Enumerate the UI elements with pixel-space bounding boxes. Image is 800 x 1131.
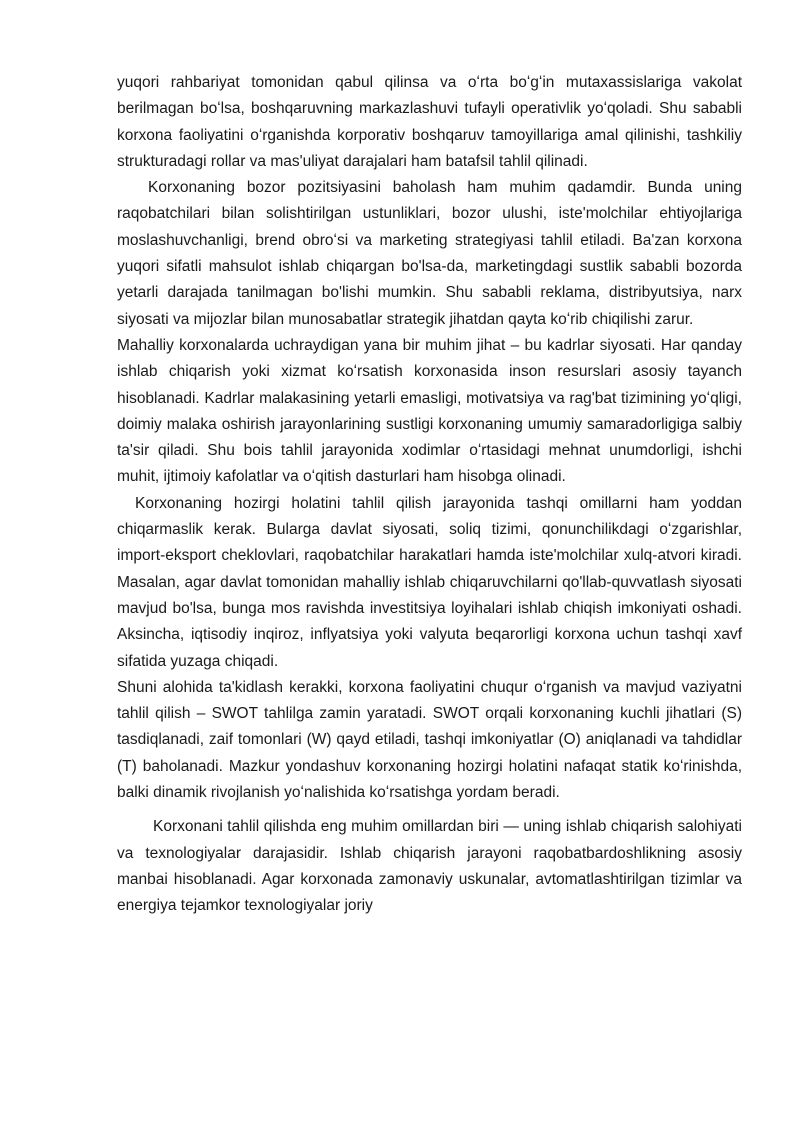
paragraph-2: Korxonaning bozor pozitsiyasini baholash ham muhim qadamdir. Bunda uning raqobatchilari bilan solishtirilgan ustunliklari, bozor ulushi, iste'molchilar ehtiyojlariga moslashuvchanligi, brend obroʻsi va marketing strategiyasi tahlil etiladi. Ba'zan korxona yuqori sifatli mahsulot ishlab chiqargan bo'lsa-da, marketingdagi sustlik sababli bozorda yetarli darajada tanilmagan bo'lishi mumkin. Shu sababli reklama, distribyutsiya, narx siyosati va mijozlar bilan munosabatlar strategik jihatdan qayta koʻrib chiqilishi zarur.: [117, 179, 742, 328]
paragraph-6: Korxonani tahlil qilishda eng muhim omillardan biri — uning ishlab chiqarish salohiyati va texnologiyalar darajasidir. Ishlab chiqarish jarayoni raqobatbardoshlikning asosiy manbai hisoblanadi. Agar korxonada zamonaviy uskunalar, avtomatlashtirilgan tizimlar va energiya tejamkor texnologiyalar joriy: [117, 818, 742, 915]
paragraph-4: Korxonaning hozirgi holatini tahlil qilish jarayonida tashqi omillarni ham yoddan chiqarmaslik kerak. Bularga davlat siyosati, soliq tizimi, qonunchilikdagi oʻzgarishlar, import-eksport cheklovlari, raqobatchilar harakatlari hamda iste'molchilar xulq-atvori kiradi. Masalan, agar davlat tomonidan mahalliy ishlab chiqaruvchilarni qo'llab-quvvatlash siyosati mavjud bo'lsa, bunga mos ravishda investitsiya loyihalari ishlab chiqish imkoniyati oshadi. Aksincha, iqtisodiy inqiroz, inflyatsiya yoki valyuta beqarorligi korxona uchun tashqi xavf sifatida yuzaga chiqadi.: [117, 494, 742, 670]
paragraph-1: yuqori rahbariyat tomonidan qabul qilinsa va oʻrta boʻgʻin mutaxassislariga vakolat berilmagan boʻlsa, boshqaruvning markazlashuvi tufayli operativlik yoʻqoladi. Shu sababli korxona faoliyatini oʻrganishda korporativ boshqaruv tamoyillariga amal qilinishi, tashkiliy strukturadagi rollar va mas'uliyat darajalari ham batafsil tahlil qilinadi.: [117, 74, 742, 170]
document-page: [117, 70, 742, 920]
paragraph-5: Shuni alohida ta'kidlash kerakki, korxona faoliyatini chuqur oʻrganish va mavjud vaziyatni tahlil qilish – SWOT tahlilga zamin yaratadi. SWOT orqali korxonaning kuchli jihatlari (S) tasdiqlanadi, zaif tomonlari (W) qayd etiladi, tashqi imkoniyatlar (O) aniqlanadi va tahdidlar (T) baholanadi. Mazkur yondashuv korxonaning hozirgi holatini nafaqat statik koʻrinishda, balki dinamik rivojlanish yoʻnalishida koʻrsatishga yordam beradi.: [117, 678, 742, 802]
paragraph-3: Mahalliy korxonalarda uchraydigan yana bir muhim jihat – bu kadrlar siyosati. Har qanday ishlab chiqarish yoki xizmat koʻrsatish korxonasida inson resurslari asosiy tayanch hisoblanadi. Kadrlar malakasining yetarli emasligi, motivatsiya va rag'bat tizimining yoʻqligi, doimiy malaka oshirish jarayonlarining sustligi korxonaning umumiy samaradorligiga salbiy ta'sir qiladi. Shu bois tahlil jarayonida xodimlar oʻrtasidagi mehnat unumdorligi, ishchi muhit, ijtimoiy kafolatlar va oʻqitish dasturlari ham hisobga olinadi.: [117, 336, 742, 486]
